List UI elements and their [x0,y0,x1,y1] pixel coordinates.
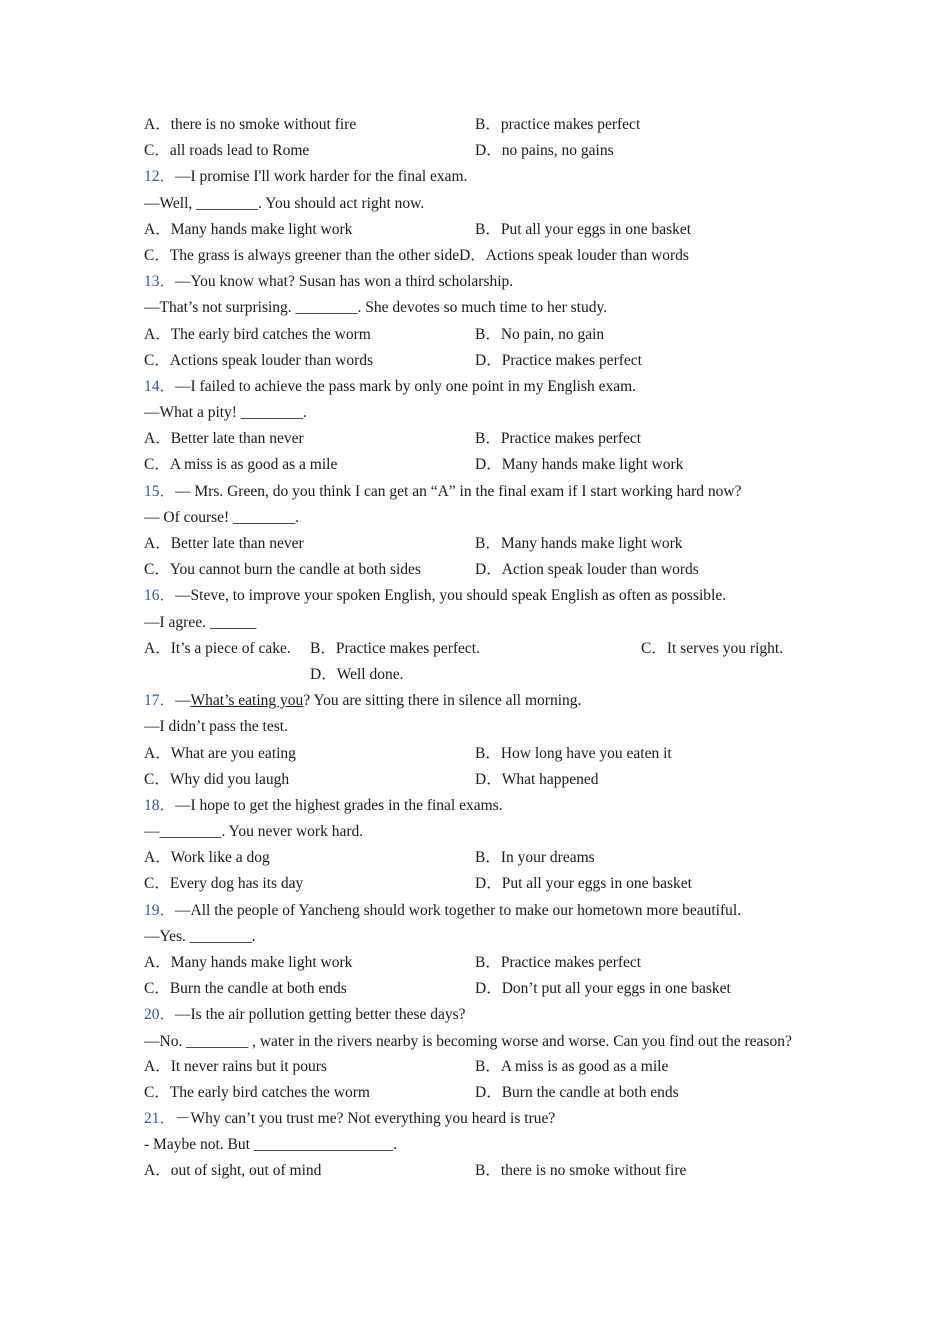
q16-options-row-1 [144,636,804,662]
q13-option-b: B．No pain, no gain [475,325,605,343]
q19-reply: —Yes. ________. [144,927,256,945]
q14-reply: —What a pity! ________. [144,404,307,422]
q21-option-b: B．there is no smoke without fire [475,1162,687,1180]
q18-option-a: A．Work like a dog [144,849,270,867]
q20-option-c: C．The early bird catches the worm [144,1083,370,1101]
q17-option-c: C．Why did you laugh [144,770,290,788]
q18-number: 18． [144,796,176,814]
q16-option-b: B．Practice makes perfect. [310,639,480,657]
q19-option-a: A．Many hands make light work [144,954,353,971]
q11-option-c: C．all roads lead to Rome [144,142,310,160]
q20-prompt-text: —Is the air pollution getting better these days? [175,1006,466,1024]
q20-number: 20． [144,1006,176,1024]
q16-prompt-text: —Steve, to improve your spoken English, you should speak English as often as possible. [175,587,727,605]
q15-option-b: B．Many hands make light work [475,535,683,552]
q17-option-b: B．How long have you eaten it [475,744,672,762]
q14-option-b: B．Practice makes perfect [475,430,642,448]
q13-option-d: D．Practice makes perfect [475,351,642,369]
q19-option-b: B．Practice makes perfect [475,954,642,971]
q13-options-row-2 [144,348,804,374]
q17-options-row-2 [144,767,804,793]
q17-options-row-1 [144,741,804,767]
q15-option-c: C．You cannot burn the candle at both sides [144,561,421,579]
q21-prompt [144,1106,804,1132]
q11-option-a: A．there is no smoke without fire [144,116,357,133]
q14-options-row-1 [144,426,804,452]
q15-option-a: A．Better late than never [144,535,304,552]
q15-reply: — Of course! ________. [144,508,299,526]
q16-option-a: A．It’s a piece of cake. [144,639,291,657]
q11-option-b: B．practice makes perfect [475,116,641,133]
q15-prompt-text: — Mrs. Green, do you think I can get an “A” in the final exam if I start working hard now? [175,482,742,500]
q20-reply: —No. ________ , water in the rivers nearby is becoming worse and worse. Can you find out the reason? [144,1032,792,1050]
q17-underlined-phrase: What’s eating you [190,692,304,710]
q12-number: 12． [144,168,176,186]
q11-option-d: D．no pains, no gains [475,142,614,160]
q17-option-a: A．What are you eating [144,744,296,762]
q12-option-a: A．Many hands make light work [144,220,353,238]
q14-option-d: D．Many hands make light work [475,456,684,474]
q15-prompt [144,479,804,505]
q19-prompt-text: —All the people of Yancheng should work together to make our hometown more beautiful. [175,901,742,919]
q18-prompt [144,793,804,819]
exam-page [144,112,804,1185]
q20-option-a: A．It never rains but it pours [144,1057,327,1075]
q18-option-b: B．In your dreams [475,849,595,867]
q17-option-d: D．What happened [475,770,599,788]
q21-reply: - Maybe not. But __________________. [144,1136,398,1154]
q17-prompt-post: ? You are sitting there in silence all morning. [303,692,582,710]
q14-number: 14． [144,377,176,395]
q13-prompt-text: —You know what? Susan has won a third scholarship. [175,273,514,291]
q12-option-d: D．Actions speak louder than words [459,246,689,264]
q16-option-d: D．Well done. [310,665,404,683]
q20-option-d: D．Burn the candle at both ends [475,1083,679,1101]
q19-option-c: C．Burn the candle at both ends [144,980,347,998]
q19-prompt [144,898,804,924]
q18-option-d: D．Put all your eggs in one basket [475,875,692,893]
q16-option-c: C．It serves you right. [641,639,784,657]
q13-option-a: A．The early bird catches the worm [144,325,371,343]
q14-option-c: C．A miss is as good as a mile [144,456,338,474]
q19-options-row-1 [144,950,804,976]
q21-option-a: A．out of sight, out of mind [144,1162,322,1180]
q19-number: 19． [144,901,176,919]
q16-prompt [144,583,804,609]
q18-options-row-2 [144,871,804,897]
q17-number: 17． [144,692,176,710]
q11-options-row-1 [144,112,804,138]
q15-options-row-1 [144,531,804,557]
q18-option-c: C．Every dog has its day [144,875,304,893]
q12-reply: —Well, ________. You should act right now. [144,194,425,212]
q20-options-row-2 [144,1080,804,1106]
q13-option-c: C．Actions speak louder than words [144,351,374,369]
q13-prompt [144,269,804,295]
q12-prompt-text: —I promise I'll work harder for the final exam. [175,168,468,186]
q16-reply: —I agree. ______ [144,613,257,631]
q19-option-d: D．Don’t put all your eggs in one basket [475,980,731,998]
q13-options-row-1 [144,322,804,348]
q12-option-c: C．The grass is always greener than the other side [144,246,460,264]
q12-options-row-1 [144,217,804,243]
q17-reply: —I didn’t pass the test. [144,718,288,736]
q18-prompt-text: —I hope to get the highest grades in the final exams. [175,796,503,814]
q14-options-row-2 [144,452,804,478]
q19-options-row-2 [144,976,804,1002]
q15-number: 15． [144,482,176,500]
q14-prompt [144,374,804,400]
q20-prompt [144,1002,804,1028]
q21-prompt-text: －Why can’t you trust me? Not everything you heard is true? [175,1109,556,1127]
q21-options-row-1 [144,1158,804,1184]
q14-option-a: A．Better late than never [144,430,304,448]
q13-reply: —That’s not surprising. ________. She devotes so much time to her study. [144,299,608,317]
q11-options-row-2 [144,138,804,164]
q17-prompt-pre: — [175,692,191,710]
q15-options-row-2 [144,557,804,583]
q14-prompt-text: —I failed to achieve the pass mark by only one point in my English exam. [175,377,637,395]
q16-options-row-2 [144,662,804,688]
q12-prompt [144,164,804,190]
q20-option-b: B．A miss is as good as a mile [475,1057,669,1075]
q21-number: 21． [144,1109,176,1127]
q16-number: 16． [144,587,176,605]
q18-reply: —________. You never work hard. [144,823,364,841]
q12-option-b: B．Put all your eggs in one basket [475,220,692,238]
q17-prompt [144,688,804,714]
q20-options-row-1 [144,1054,804,1080]
q12-options-row-2 [144,243,804,269]
q15-option-d: D．Action speak louder than words [475,561,699,579]
q18-options-row-1 [144,845,804,871]
q13-number: 13． [144,273,176,291]
